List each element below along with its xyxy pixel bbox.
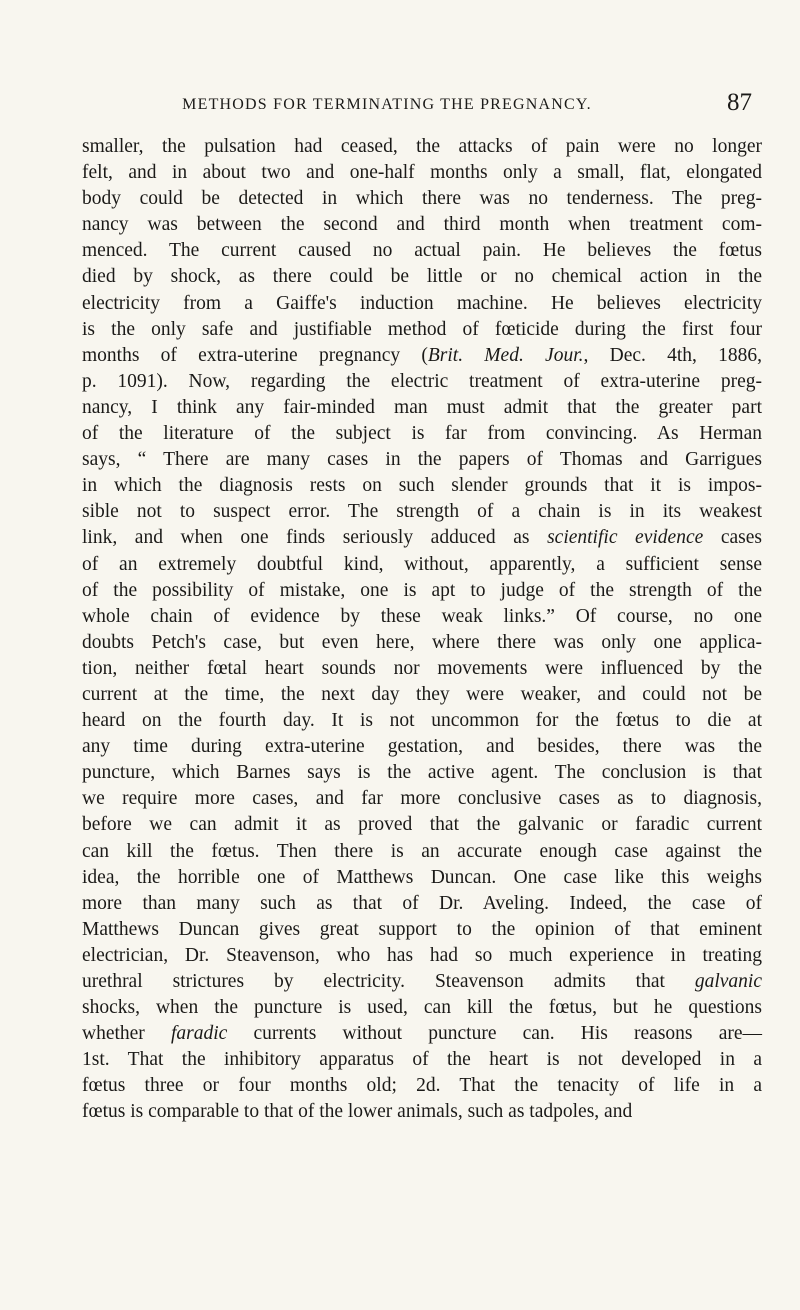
text-line: shocks, when the puncture is used, can kill the fœtus, but he questions (82, 997, 762, 1019)
page-number: 87 (727, 89, 752, 116)
emphasis-italic: faradic (170, 1023, 228, 1045)
text-line: Matthews Duncan gives great support to the opinion of that eminent (82, 918, 762, 940)
text-line: is the only safe and justifiable method of fœticide during the first four (82, 318, 762, 340)
text-line: of an extremely doubtful kind, without, apparently, a sufficient sense (82, 553, 762, 575)
text-line: body could be detected in which there was no tenderness. The preg- (82, 188, 762, 210)
text-segment: link, and when one finds seriously adduced as (82, 527, 548, 549)
text-line: doubts Petch's case, but even here, where there was only one applica- (82, 631, 762, 653)
emphasis-italic: galvanic (694, 971, 762, 992)
text-line: in which the diagnosis rests on such slender grounds that it is impos- (82, 475, 762, 497)
text-line: can kill the fœtus. Then there is an accurate enough case against the (82, 840, 762, 862)
text-line: nancy was between the second and third month when treatment com- (82, 214, 762, 236)
text-line: sible not to suspect error. The strength of a chain is in its weakest (82, 501, 762, 523)
text-segment: , Dec. 4th, 1886, (583, 344, 762, 366)
text-line: heard on the fourth day. It is not uncommon for the fœtus to die at (82, 710, 762, 732)
text-line: fœtus three or four months old; 2d. That the tenacity of life in a (82, 1075, 762, 1097)
text-line (82, 1021, 762, 1047)
text-line (82, 525, 762, 551)
text-line: of the possibility of mistake, one is apt to judge of the strength of the (82, 579, 762, 601)
text-segment: whether (82, 1023, 171, 1045)
text-line: of the literature of the subject is far from convincing. As Herman (82, 423, 762, 445)
emphasis-italic: scientific evidence (547, 527, 704, 549)
text-line: nancy, I think any fair-minded man must admit that the greater part (82, 396, 762, 418)
text-line: p. 1091). Now, regarding the electric treatment of extra-uterine preg- (82, 370, 762, 392)
text-line: 1st. That the inhibitory apparatus of the heart is not developed in a (82, 1049, 762, 1071)
text-line: whole chain of evidence by these weak links.” Of course, no one (82, 605, 762, 627)
text-line: idea, the horrible one of Matthews Duncan. One case like this weighs (82, 866, 762, 888)
text-line: smaller, the pulsation had ceased, the attacks of pain were no longer (82, 136, 762, 157)
text-line: before we can admit it as proved that the galvanic or faradic current (82, 814, 762, 836)
text-line: tion, neither fœtal heart sounds nor movements were influenced by the (82, 657, 762, 679)
text-segment: currents without puncture can. His reasons are— (227, 1023, 762, 1045)
text-line (82, 343, 762, 369)
text-line: menced. The current caused no actual pain. He believes the fœtus (82, 240, 762, 262)
text-line: died by shock, as there could be little or no chemical action in the (82, 266, 762, 288)
text-line: electricity from a Gaiffe's induction machine. He believes electricity (82, 292, 762, 314)
running-head (82, 89, 752, 117)
text-line: felt, and in about two and one-half months only a small, flat, elongated (82, 162, 762, 184)
citation-italic: Brit. Med. Jour. (427, 344, 584, 366)
body-text (82, 134, 762, 1126)
running-title: METHODS FOR TERMINATING THE PREGNANCY. (182, 96, 592, 113)
text-segment: months of extra-uterine pregnancy ( (82, 344, 428, 366)
text-segment: cases (703, 527, 762, 549)
text-line (82, 969, 762, 995)
text-line: fœtus is comparable to that of the lower animals, such as tadpoles, and (82, 1101, 633, 1123)
text-line: we require more cases, and far more conclusive cases as to diagnosis, (82, 788, 762, 810)
text-line: more than many such as that of Dr. Aveling. Indeed, the case of (82, 892, 762, 914)
text-line: electrician, Dr. Steavenson, who has had so much experience in treating (82, 944, 762, 966)
text-line: puncture, which Barnes says is the active agent. The conclusion is that (82, 762, 762, 784)
text-line: current at the time, the next day they were weaker, and could not be (82, 683, 762, 705)
text-line: says, “ There are many cases in the papers of Thomas and Garrigues (82, 449, 762, 471)
text-line: any time during extra-uterine gestation, and besides, there was the (82, 736, 762, 758)
text-segment: urethral strictures by electricity. Steavenson admits that (82, 971, 695, 992)
